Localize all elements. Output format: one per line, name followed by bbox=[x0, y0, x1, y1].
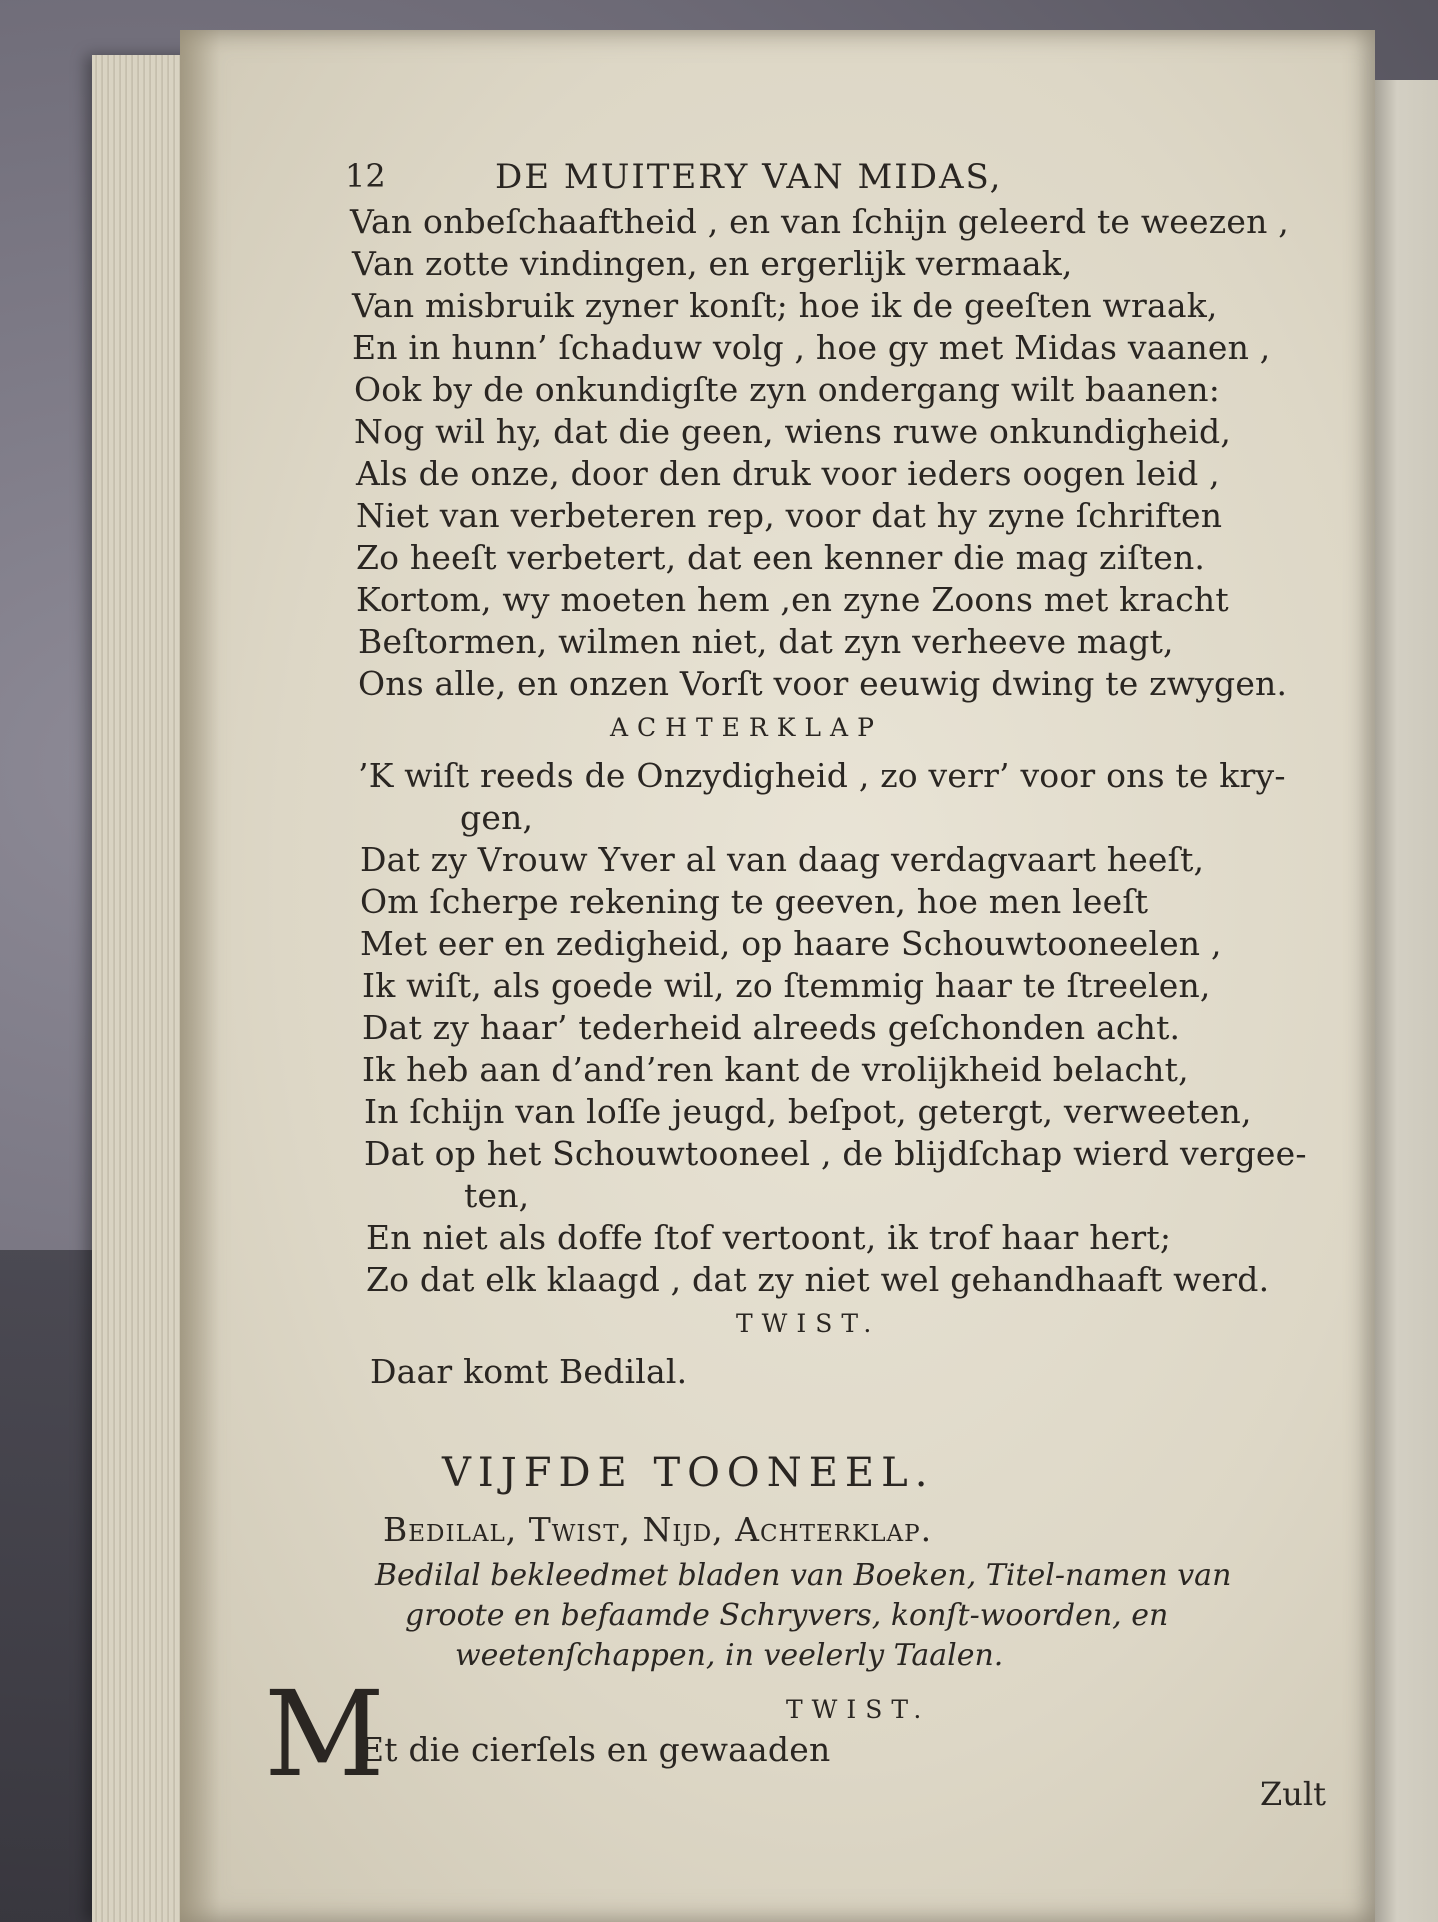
verse-line: Kortom, wy moeten hem ,en zyne Zoons met kracht bbox=[356, 580, 1229, 619]
verse-line: Ik wiſt, als goede wil, zo ſtemmig haar te ſtreelen, bbox=[362, 966, 1211, 1005]
verse-line: Ik heb aan d’and’ren kant de vrolijkheid belacht, bbox=[362, 1050, 1189, 1089]
verse-line: Dat zy Vrouw Yver al van daag verdagvaart heeſt, bbox=[360, 840, 1205, 879]
verse-line: Beſtormen, wilmen niet, dat zyn verheeve magt, bbox=[358, 622, 1174, 661]
verse-line: ’K wiſt reeds de Onzydigheid , zo verr’ voor ons te kry- bbox=[358, 756, 1286, 795]
page-gutter-shadow bbox=[180, 30, 220, 1922]
drop-capital: M bbox=[264, 1665, 385, 1803]
verse-line: Als de onze, door den druk voor ieders oogen leid , bbox=[356, 454, 1220, 493]
scene-cast: Bedilal, Twist, Nijd, Achterklap. bbox=[383, 1510, 933, 1549]
speaker-heading: TWIST. bbox=[736, 1309, 881, 1338]
verse-line: Daar komt Bedilal. bbox=[370, 1352, 688, 1391]
stage-direction-line: Bedilal bekleedmet bladen van Boeken, Titel-namen van bbox=[375, 1558, 1232, 1593]
stage-direction-line: groote en befaamde Schryvers, konſt-woorden, en bbox=[405, 1598, 1169, 1633]
verse-line: Zo heeſt verbetert, dat een kenner die mag ziſten. bbox=[356, 538, 1206, 577]
verse-line: Dat op het Schouwtooneel , de blijdſchap wierd vergee- bbox=[364, 1134, 1307, 1173]
verse-line: Zo dat elk klaagd , dat zy niet wel gehandhaaft werd. bbox=[366, 1260, 1270, 1299]
verse-line: gen, bbox=[460, 798, 534, 837]
verse-line: Van onbeſchaaftheid , en van ſchijn geleerd te weezen , bbox=[350, 202, 1289, 241]
page-number: 12 bbox=[345, 157, 386, 195]
facing-page-edge bbox=[1370, 80, 1438, 1922]
verse-line: Dat zy haar’ tederheid alreeds geſchonden acht. bbox=[362, 1008, 1181, 1047]
verse-line: Met eer en zedigheid, op haare Schouwtooneelen , bbox=[360, 924, 1222, 963]
speaker-heading: ACHTERKLAP bbox=[610, 713, 883, 742]
verse-line: Niet van verbeteren rep, voor dat hy zyne ſchriften bbox=[356, 496, 1223, 535]
running-title: DE MUITERY VAN MIDAS, bbox=[495, 157, 1003, 197]
verse-line: Nog wil hy, dat die geen, wiens ruwe onkundigheid, bbox=[354, 412, 1232, 451]
page-header bbox=[345, 157, 1245, 201]
verse-line: In ſchijn van loſſe jeugd, beſpot, getergt, verweeten, bbox=[364, 1092, 1252, 1131]
verse-line: Van zotte vindingen, en ergerlijk vermaak, bbox=[352, 244, 1073, 283]
verse-line: ten, bbox=[464, 1176, 530, 1215]
verse-line: Om ſcherpe rekening te geeven, hoe men leeſt bbox=[360, 882, 1149, 921]
book-page bbox=[180, 30, 1375, 1922]
verse-line: En niet als doffe ſtof vertoont, ik trof haar hert; bbox=[366, 1218, 1172, 1257]
verse-line: Et die cierſels en gewaaden bbox=[360, 1730, 831, 1769]
verse-line: En in hunn’ ſchaduw volg , hoe gy met Midas vaanen , bbox=[352, 328, 1271, 367]
verse-line: Ook by de onkundigſte zyn ondergang wilt baanen: bbox=[354, 370, 1221, 409]
speaker-heading: TWIST. bbox=[786, 1695, 931, 1724]
verse-line: Ons alle, en onzen Vorſt voor eeuwig dwing te zwygen. bbox=[358, 664, 1288, 703]
scene-title: VIJFDE TOONEEL. bbox=[442, 1450, 935, 1496]
catchword: Zult bbox=[1260, 1775, 1326, 1813]
verse-line: Van misbruik zyner konſt; hoe ik de geeſten wraak, bbox=[352, 286, 1218, 325]
stage-direction-line: weetenſchappen, in veelerly Taalen. bbox=[455, 1638, 1004, 1673]
